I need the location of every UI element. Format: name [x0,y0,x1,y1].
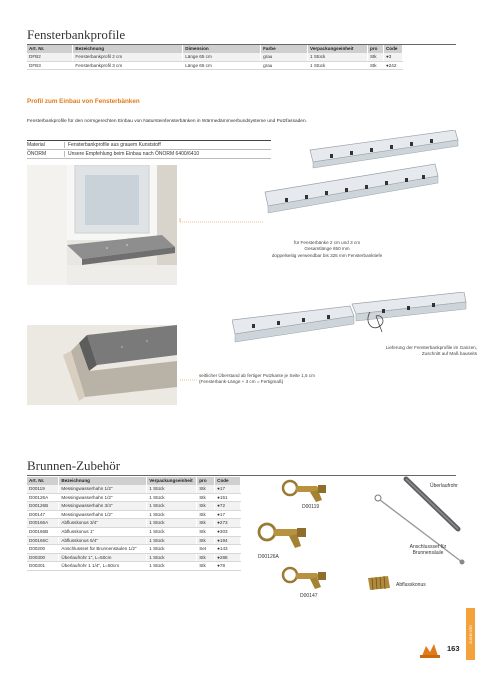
table-cell: Set [197,545,215,554]
table-row [27,510,241,519]
table-row [27,536,241,545]
table-cell: D00300 [27,553,59,562]
brunnen-header-cell: Code [215,477,241,485]
label-ueberlaufrohr: Überlaufrohr [430,483,458,489]
table-cell: Stk [197,553,215,562]
table-cell: ●194 [215,536,241,545]
table-row [27,553,241,562]
table-cell: Fensterbankprofil 3 cm [73,61,183,70]
table-cell: Überlaufrohr 1", L=50cm [59,553,147,562]
table-cell: DFB3 [27,61,73,70]
table-cell: D00166A [27,519,59,528]
anschlussset-image [370,490,470,570]
table-cell: ●17 [215,485,241,493]
table-cell: 1 Stück [147,510,197,519]
label-abflusskonus: Abflusskonus [396,582,426,588]
table-cell: D00126B [27,502,59,511]
caption-line: seitlicher Überstand ab fertiger Putzkante je Seite 1,5 cm [199,373,315,378]
table-cell: 1 Stück [147,553,197,562]
table-cell: ●273 [215,519,241,528]
page-number: 163 [447,644,460,653]
table-cell: grau [261,53,308,61]
section-title-fensterbankprofile: Fensterbankprofile [27,27,126,42]
table-cell: ●3 [383,53,402,61]
label-d00147: D00147 [300,593,318,599]
table-cell: 1 Stück [308,53,368,61]
table-cell: 1 Stück [147,493,197,502]
table-cell: Länge 65 cm [183,61,261,70]
table-cell: 1 Stück [147,536,197,545]
side-tab-label: ZUBEHÖR [468,624,473,644]
table-cell: Messingwasserhahn 1/2" [59,510,147,519]
table-cell: Messingwasserhahn 1/2" [59,493,147,502]
table-cell: D00200 [27,545,59,554]
delivery-caption [335,345,477,358]
table-cell: Messingwasserhahn 1/2" [59,485,147,493]
profile-caption [222,240,432,259]
table-row [27,527,241,536]
caption-line: Zuschnitt auf Maß bauseits [421,351,477,357]
profile-cut-drawing [232,292,467,352]
table-cell: ●288 [215,553,241,562]
table-cell: Stk [197,536,215,545]
table-cell: ●143 [215,545,241,554]
table-cell: Messingwasserhahn 3/4" [59,502,147,511]
side-tab [466,608,475,660]
table-cell: Stk [197,527,215,536]
table-cell: 1 Stück [147,527,197,536]
brunnen-header-cell: Bezeichnung [59,477,147,485]
table-row [27,545,241,554]
brunnen-table [27,477,241,571]
table-cell: Fensterbankprofil 2 cm [73,53,183,61]
table-cell: ●17 [215,510,241,519]
faucet-d00147-image [280,565,330,591]
table-row [27,519,241,528]
profile-drawing-top [260,130,460,220]
table-cell: D00147 [27,510,59,519]
brunnen-header-row [27,477,241,485]
faucet-d00126a-image [255,520,307,552]
table-row [27,493,241,502]
table-cell: 1 Stück [147,502,197,511]
table-row [27,61,403,70]
label-anschlussset: Anschlussset für Brunnensäule [409,544,447,556]
fensterbank-table [27,45,403,70]
table-cell: Abflusskonus 3/4" [59,519,147,528]
table-row [27,562,241,571]
table-cell: ●303 [215,527,241,536]
table-cell: Anschlussset für Brunnensäulen 1/2" [59,545,147,554]
table-cell: Stk [197,485,215,493]
onorm-row [27,150,271,159]
fensterbank-header-cell: Bezeichnung [73,45,183,53]
table-row [27,485,241,493]
table-cell: grau [261,61,308,70]
brunnen-header-cell: Art. Nr. [27,477,59,485]
table-cell: 1 Stück [147,519,197,528]
overhang-caption [199,373,399,386]
fensterbank-header-cell: Dimension [183,45,261,53]
table-cell: Stk [367,61,383,70]
brunnen-header-cell: pro [197,477,215,485]
table-cell: ●72 [215,502,241,511]
caption-line: doppelseitig verwendbar bis 325 mm Fensterbanktiefe [271,252,383,258]
table-cell: DFB2 [27,53,73,61]
intro-paragraph: Fensterbankprofile für den normgerechten Einbau von Natursteinfensterbänken in Wärmedämmverbundsysteme und Putzfassaden. [27,119,307,124]
table-cell: D00166C [27,536,59,545]
fensterbank-header-cell: Code [383,45,402,53]
onorm-value: Unsere Empfehlung beim Einbau nach ÖNORM 6400/6410 [68,151,200,157]
table-cell: 1 Stück [147,545,197,554]
brunnen-header-cell: Verpackungseinheit [147,477,197,485]
caption-line: Gesamtlänge 650 mm [304,246,350,252]
table-cell: D00126A [27,493,59,502]
abflusskonus-image [366,574,394,594]
section-title-brunnen: Brunnen-Zubehör [27,458,121,473]
onorm-key: ÖNORM [27,151,65,157]
material-key: Material [27,142,65,148]
caption-line: Lieferung der Fensterbankprofile im Ganzen, [385,345,477,350]
table-cell: Stk [197,510,215,519]
faucet-d00119-image [280,478,330,504]
fensterbank-header-cell: Farbe [261,45,308,53]
table-cell: 1 Stück [308,61,368,70]
table-cell: Stk [197,519,215,528]
table-cell: Länge 65 cm [183,53,261,61]
table-row [27,502,241,511]
material-table [27,140,271,159]
table-cell: D00301 [27,562,59,571]
table-cell: ●78 [215,562,241,571]
table-cell: Abflusskonus 1" [59,527,147,536]
caption-line: für Fensterbänke 2 cm und 3 cm [293,240,361,245]
brand-logo [418,642,442,660]
fensterbank-header-cell: pro [367,45,383,53]
table-cell: ●151 [215,493,241,502]
table-cell: Stk [197,562,215,571]
window-sill-photo [27,165,177,285]
subheading: Profil zum Einbau von Fensterbänken [27,98,140,105]
table-row [27,53,403,61]
title-rule [27,475,456,476]
table-cell: D00119 [27,485,59,493]
table-cell: 1 Stück [147,485,197,493]
fensterbank-header-cell: Art. Nr. [27,45,73,53]
sill-corner-photo [27,325,177,405]
table-cell: Überlaufrohr 1 1/4", L=50cm [59,562,147,571]
table-cell: Stk [367,53,383,61]
table-cell: ●242 [383,61,402,70]
fensterbank-header-row [27,45,403,53]
material-row [27,141,271,150]
table-cell: Stk [197,502,215,511]
caption-line: (Fensterbank-Länge + 3 cm = Fertigmaß) [199,379,284,385]
label-d00126a: D00126A [258,554,279,560]
fensterbank-header-cell: Verpackungseinheit [308,45,368,53]
label-d00119: D00119 [302,504,320,510]
table-cell: D00166B [27,527,59,536]
table-cell: 1 Stück [147,562,197,571]
table-cell: Stk [197,493,215,502]
table-cell: Abflusskonus 5/4" [59,536,147,545]
material-value: Fensterbankprofile aus grauem Kunststoff [68,142,161,148]
